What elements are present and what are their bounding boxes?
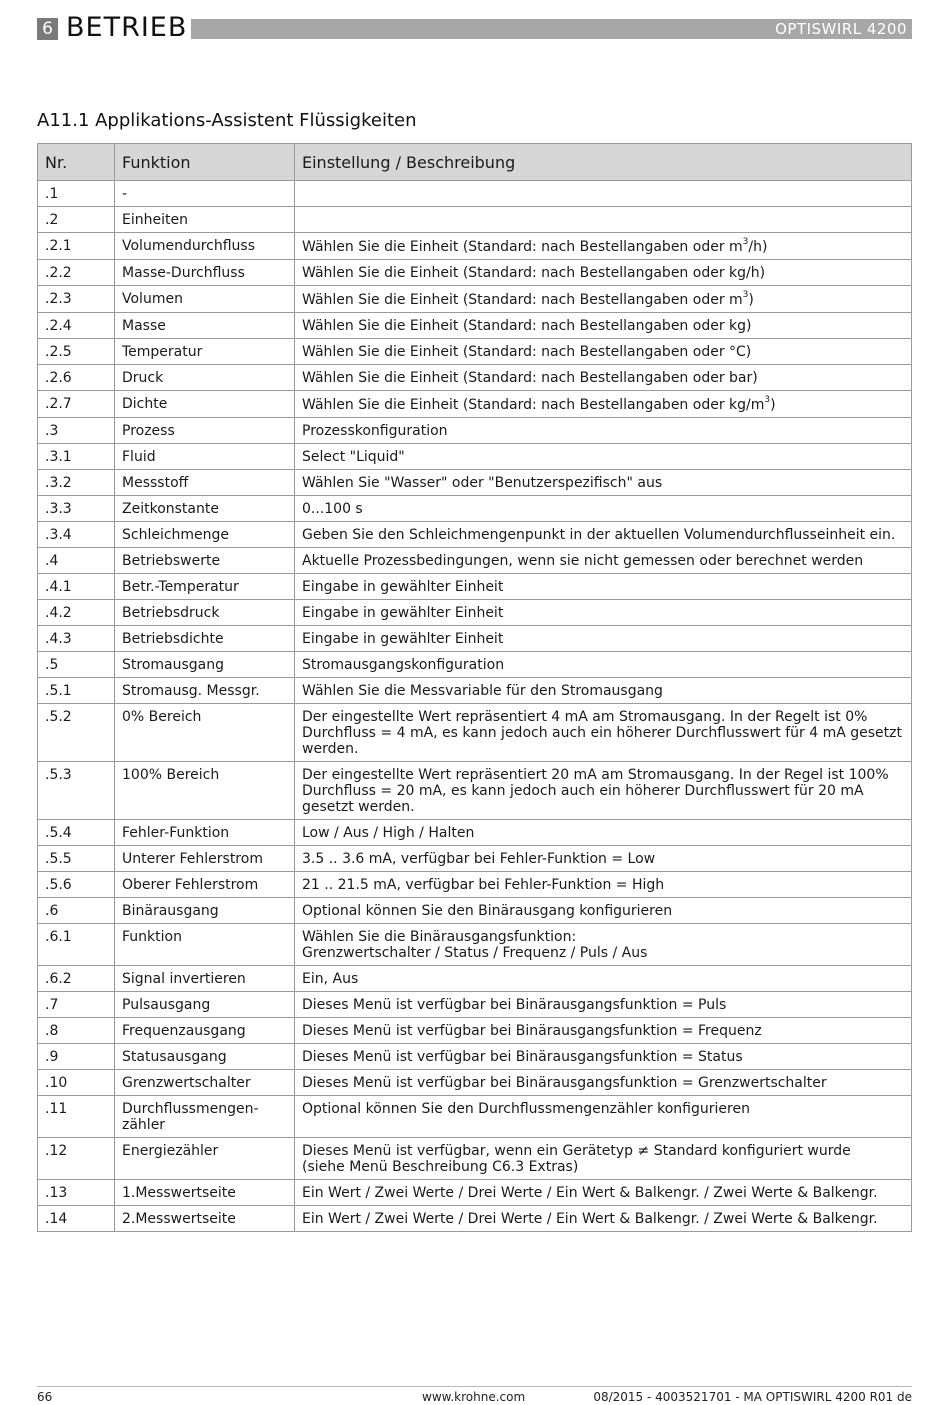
unit-exponent: 3 [742,290,749,300]
row-description-text: Dieses Menü ist verfügbar bei Binärausgangsfunktion = Puls [302,997,727,1013]
row-function [115,286,295,313]
row-description-text: Wählen Sie die Binärausgangsfunktion: [302,929,577,945]
row-function-text: Binärausgang [122,903,219,919]
row-function [115,626,295,652]
row-function-text: Statusausgang [122,1049,227,1065]
row-function [115,898,295,924]
row-number: .3 [38,418,115,444]
row-function [115,1138,295,1180]
row-function-text: Druck [122,370,164,386]
row-function-text: Betriebswerte [122,553,221,569]
row-description [295,762,912,820]
table-row [38,207,912,233]
row-function-text: Dichte [122,396,168,412]
table-row [38,391,912,418]
row-number: .5.2 [38,704,115,762]
row-function [115,444,295,470]
row-description-text: Select "Liquid" [302,449,405,465]
table-row [38,1206,912,1232]
row-function [115,872,295,898]
row-function [115,820,295,846]
table-row [38,1070,912,1096]
row-function [115,548,295,574]
row-function [115,313,295,339]
row-function-text: Energiezähler [122,1143,219,1159]
row-number: .5.4 [38,820,115,846]
footer-document-id: 08/2015 - 4003521701 - MA OPTISWIRL 4200 R01 de [593,1390,912,1404]
row-description-text: Wählen Sie die Einheit (Standard: nach Bestellangaben oder kg/m [302,397,765,413]
row-description [295,1096,912,1138]
table-row [38,652,912,678]
row-function [115,966,295,992]
row-function [115,1070,295,1096]
row-description [295,1018,912,1044]
row-description [295,704,912,762]
row-function-text: 2.Messwertseite [122,1211,236,1227]
row-function-text-cont: zähler [122,1117,166,1133]
row-number: .3.3 [38,496,115,522]
row-description-text: Dieses Menü ist verfügbar, wenn ein Gerätetyp ≠ Standard konfiguriert wurde [302,1143,851,1159]
row-function [115,652,295,678]
row-description [295,966,912,992]
row-function-text: Frequenzausgang [122,1023,246,1039]
row-function-text: Grenzwertschalter [122,1075,251,1091]
row-description-text: Aktuelle Prozessbedingungen, wenn sie nicht gemessen oder berechnet werden [302,553,864,569]
row-function [115,704,295,762]
section-title: A11.1 Applikations-Assistent Flüssigkeiten [37,110,417,131]
row-description-suffix: /h) [748,239,768,255]
table-row [38,872,912,898]
table-row [38,548,912,574]
row-number: .6 [38,898,115,924]
row-number: .14 [38,1206,115,1232]
table-row [38,1018,912,1044]
row-function-text: 0% Bereich [122,709,202,725]
row-function-text: Temperatur [122,344,203,360]
row-description-text: Wählen Sie die Einheit (Standard: nach Bestellangaben oder bar) [302,370,758,386]
row-description [295,924,912,966]
row-number: .11 [38,1096,115,1138]
table-row [38,820,912,846]
row-number: .1 [38,181,115,207]
row-description-text: 3.5 .. 3.6 mA, verfügbar bei Fehler-Funktion = Low [302,851,656,867]
column-header-nr: Nr. [38,144,115,181]
row-description-suffix: ) [770,397,776,413]
function-table [37,143,912,1232]
row-number: .3.4 [38,522,115,548]
row-number: .3.1 [38,444,115,470]
column-header-einstellung: Einstellung / Beschreibung [295,144,912,181]
row-function-text: Pulsausgang [122,997,211,1013]
row-function [115,181,295,207]
row-description [295,574,912,600]
row-function [115,470,295,496]
row-description [295,313,912,339]
row-description-text: Optional können Sie den Durchflussmengenzähler konfigurieren [302,1101,750,1117]
row-description [295,548,912,574]
row-description [295,391,912,418]
row-description-text: Dieses Menü ist verfügbar bei Binärausgangsfunktion = Status [302,1049,743,1065]
column-header-funktion: Funktion [115,144,295,181]
row-number: .2.7 [38,391,115,418]
row-function [115,924,295,966]
row-function-text: Messstoff [122,475,189,491]
row-function [115,260,295,286]
table-row [38,365,912,391]
table-row [38,233,912,260]
row-number: .4.3 [38,626,115,652]
row-function [115,1044,295,1070]
row-function-text: Unterer Fehlerstrom [122,851,263,867]
row-number: .9 [38,1044,115,1070]
row-function [115,1206,295,1232]
row-function [115,846,295,872]
row-description [295,992,912,1018]
row-number: .5.3 [38,762,115,820]
table-row [38,600,912,626]
table-row [38,678,912,704]
table-row [38,496,912,522]
row-function [115,678,295,704]
row-description-text: Wählen Sie die Einheit (Standard: nach Bestellangaben oder kg) [302,318,752,334]
row-description [295,1180,912,1206]
row-description [295,522,912,548]
row-description-text: Wählen Sie die Einheit (Standard: nach Bestellangaben oder °C) [302,344,752,360]
row-function-text: Fehler-Funktion [122,825,230,841]
row-description-text: Prozesskonfiguration [302,423,448,439]
row-function [115,762,295,820]
chapter-number: 6 [37,18,58,40]
table-row [38,1096,912,1138]
row-description-text: Geben Sie den Schleichmengenpunkt in der aktuellen Volumendurchflusseinheit ein. [302,527,896,543]
row-function [115,992,295,1018]
row-number: .2.3 [38,286,115,313]
row-number: .4 [38,548,115,574]
row-description-text: Low / Aus / High / Halten [302,825,475,841]
row-number: .12 [38,1138,115,1180]
row-description-text: Eingabe in gewählter Einheit [302,631,504,647]
table-header-row [38,144,912,181]
row-function [115,418,295,444]
row-description [295,260,912,286]
table-row [38,181,912,207]
row-function-text: Funktion [122,929,182,945]
row-function-text: Betriebsdruck [122,605,220,621]
table-row [38,286,912,313]
row-description-text: Der eingestellte Wert repräsentiert 4 mA am Stromausgang. In der Regelt ist 0% Durchfluss = 4 mA, es kann jedoch auch ein höherer Durchflusswert für 4 mA gesetzt werden. [302,709,902,757]
row-number: .5.6 [38,872,115,898]
row-description [295,872,912,898]
row-number: .7 [38,992,115,1018]
row-function [115,496,295,522]
row-function-text: Schleichmenge [122,527,230,543]
table-row [38,992,912,1018]
row-description [295,207,912,233]
row-description-text: Wählen Sie die Einheit (Standard: nach Bestellangaben oder m [302,239,743,255]
unit-exponent: 3 [764,395,771,405]
table-row [38,762,912,820]
row-function [115,339,295,365]
table-row [38,704,912,762]
row-description-text: Der eingestellte Wert repräsentiert 20 mA am Stromausgang. In der Regel ist 100% Durchfluss = 20 mA, es kann jedoch auch ein höherer Durchflusswert für 20 mA gesetzt werden. [302,767,889,815]
row-number: .2 [38,207,115,233]
table-row [38,924,912,966]
row-function [115,522,295,548]
table-row [38,313,912,339]
footer-divider [37,1386,912,1387]
row-function-text: Zeitkonstante [122,501,219,517]
row-description [295,1044,912,1070]
row-description-text: Eingabe in gewählter Einheit [302,605,504,621]
row-number: .6.2 [38,966,115,992]
row-description-text: 0...100 s [302,501,363,517]
product-name: OPTISWIRL 4200 [191,19,912,39]
row-description [295,678,912,704]
table-row [38,574,912,600]
row-number: .6.1 [38,924,115,966]
row-number: .2.6 [38,365,115,391]
row-function [115,1096,295,1138]
row-description [295,846,912,872]
row-description [295,470,912,496]
row-description-text: Stromausgangskonfiguration [302,657,505,673]
row-description-text: Optional können Sie den Binärausgang konfigurieren [302,903,673,919]
table-row [38,626,912,652]
row-number: .2.2 [38,260,115,286]
row-function-text: Volumendurchfluss [122,238,255,254]
table-row [38,470,912,496]
table-row [38,1044,912,1070]
chapter-title: BETRIEB [66,12,188,43]
table-row [38,966,912,992]
row-description-text: Wählen Sie "Wasser" oder "Benutzerspezifisch" aus [302,475,663,491]
table-row [38,846,912,872]
row-number: .4.1 [38,574,115,600]
row-function-text: 1.Messwertseite [122,1185,236,1201]
row-description-text: Wählen Sie die Einheit (Standard: nach Bestellangaben oder kg/h) [302,265,766,281]
row-description [295,898,912,924]
table-row [38,339,912,365]
row-description [295,626,912,652]
row-description [295,418,912,444]
row-function-text: Oberer Fehlerstrom [122,877,259,893]
row-description [295,1138,912,1180]
row-description-text: Dieses Menü ist verfügbar bei Binärausgangsfunktion = Grenzwertschalter [302,1075,827,1091]
unit-exponent: 3 [742,237,749,247]
table-row [38,898,912,924]
row-function-text: Prozess [122,423,175,439]
row-description [295,600,912,626]
row-function-text: Durchflussmengen- [122,1101,259,1117]
row-function-text: Stromausgang [122,657,224,673]
row-number: .2.1 [38,233,115,260]
row-function [115,391,295,418]
table-row [38,444,912,470]
row-number: .2.5 [38,339,115,365]
row-description-text-cont: Grenzwertschalter / Status / Frequenz / Puls / Aus [302,945,648,961]
table-row [38,1180,912,1206]
table-row [38,260,912,286]
row-description [295,496,912,522]
row-description-text: Ein, Aus [302,971,359,987]
row-description-suffix: ) [748,292,754,308]
table-body [38,181,912,1232]
row-number: .2.4 [38,313,115,339]
row-function-text: Betr.-Temperatur [122,579,239,595]
row-description [295,652,912,678]
row-description [295,444,912,470]
row-function-text: - [122,186,128,202]
row-function-text: Stromausg. Messgr. [122,683,260,699]
row-description [295,181,912,207]
row-description [295,1070,912,1096]
row-description [295,820,912,846]
row-function [115,1180,295,1206]
row-function-text: Masse [122,318,166,334]
row-description [295,1206,912,1232]
row-description [295,233,912,260]
row-number: .5.1 [38,678,115,704]
row-description-text: Eingabe in gewählter Einheit [302,579,504,595]
row-description-text: 21 .. 21.5 mA, verfügbar bei Fehler-Funktion = High [302,877,665,893]
row-function [115,1018,295,1044]
row-number: .4.2 [38,600,115,626]
row-number: .8 [38,1018,115,1044]
row-description-text-cont: (siehe Menü Beschreibung C6.3 Extras) [302,1159,579,1175]
row-function-text: Betriebsdichte [122,631,224,647]
row-description-text: Wählen Sie die Messvariable für den Stromausgang [302,683,663,699]
page-header [37,12,912,43]
row-description [295,286,912,313]
row-function [115,600,295,626]
row-description-text: Ein Wert / Zwei Werte / Drei Werte / Ein Wert & Balkengr. / Zwei Werte & Balkengr. [302,1185,878,1201]
row-function [115,365,295,391]
row-function-text: 100% Bereich [122,767,220,783]
row-function [115,574,295,600]
footer-url: www.krohne.com [422,1390,526,1404]
row-function [115,233,295,260]
row-function-text: Einheiten [122,212,188,228]
row-function-text: Fluid [122,449,156,465]
row-description-text: Ein Wert / Zwei Werte / Drei Werte / Ein Wert & Balkengr. / Zwei Werte & Balkengr. [302,1211,878,1227]
page-number: 66 [37,1390,53,1404]
row-function-text: Signal invertieren [122,971,246,987]
row-function-text: Volumen [122,291,183,307]
row-number: .10 [38,1070,115,1096]
table-row [38,1138,912,1180]
row-number: .13 [38,1180,115,1206]
row-number: .3.2 [38,470,115,496]
row-number: .5 [38,652,115,678]
table-row [38,418,912,444]
row-function [115,207,295,233]
row-description-text: Wählen Sie die Einheit (Standard: nach Bestellangaben oder m [302,292,743,308]
row-function-text: Masse-Durchfluss [122,265,245,281]
table-row [38,522,912,548]
row-description [295,365,912,391]
row-number: .5.5 [38,846,115,872]
row-description [295,339,912,365]
row-description-text: Dieses Menü ist verfügbar bei Binärausgangsfunktion = Frequenz [302,1023,762,1039]
